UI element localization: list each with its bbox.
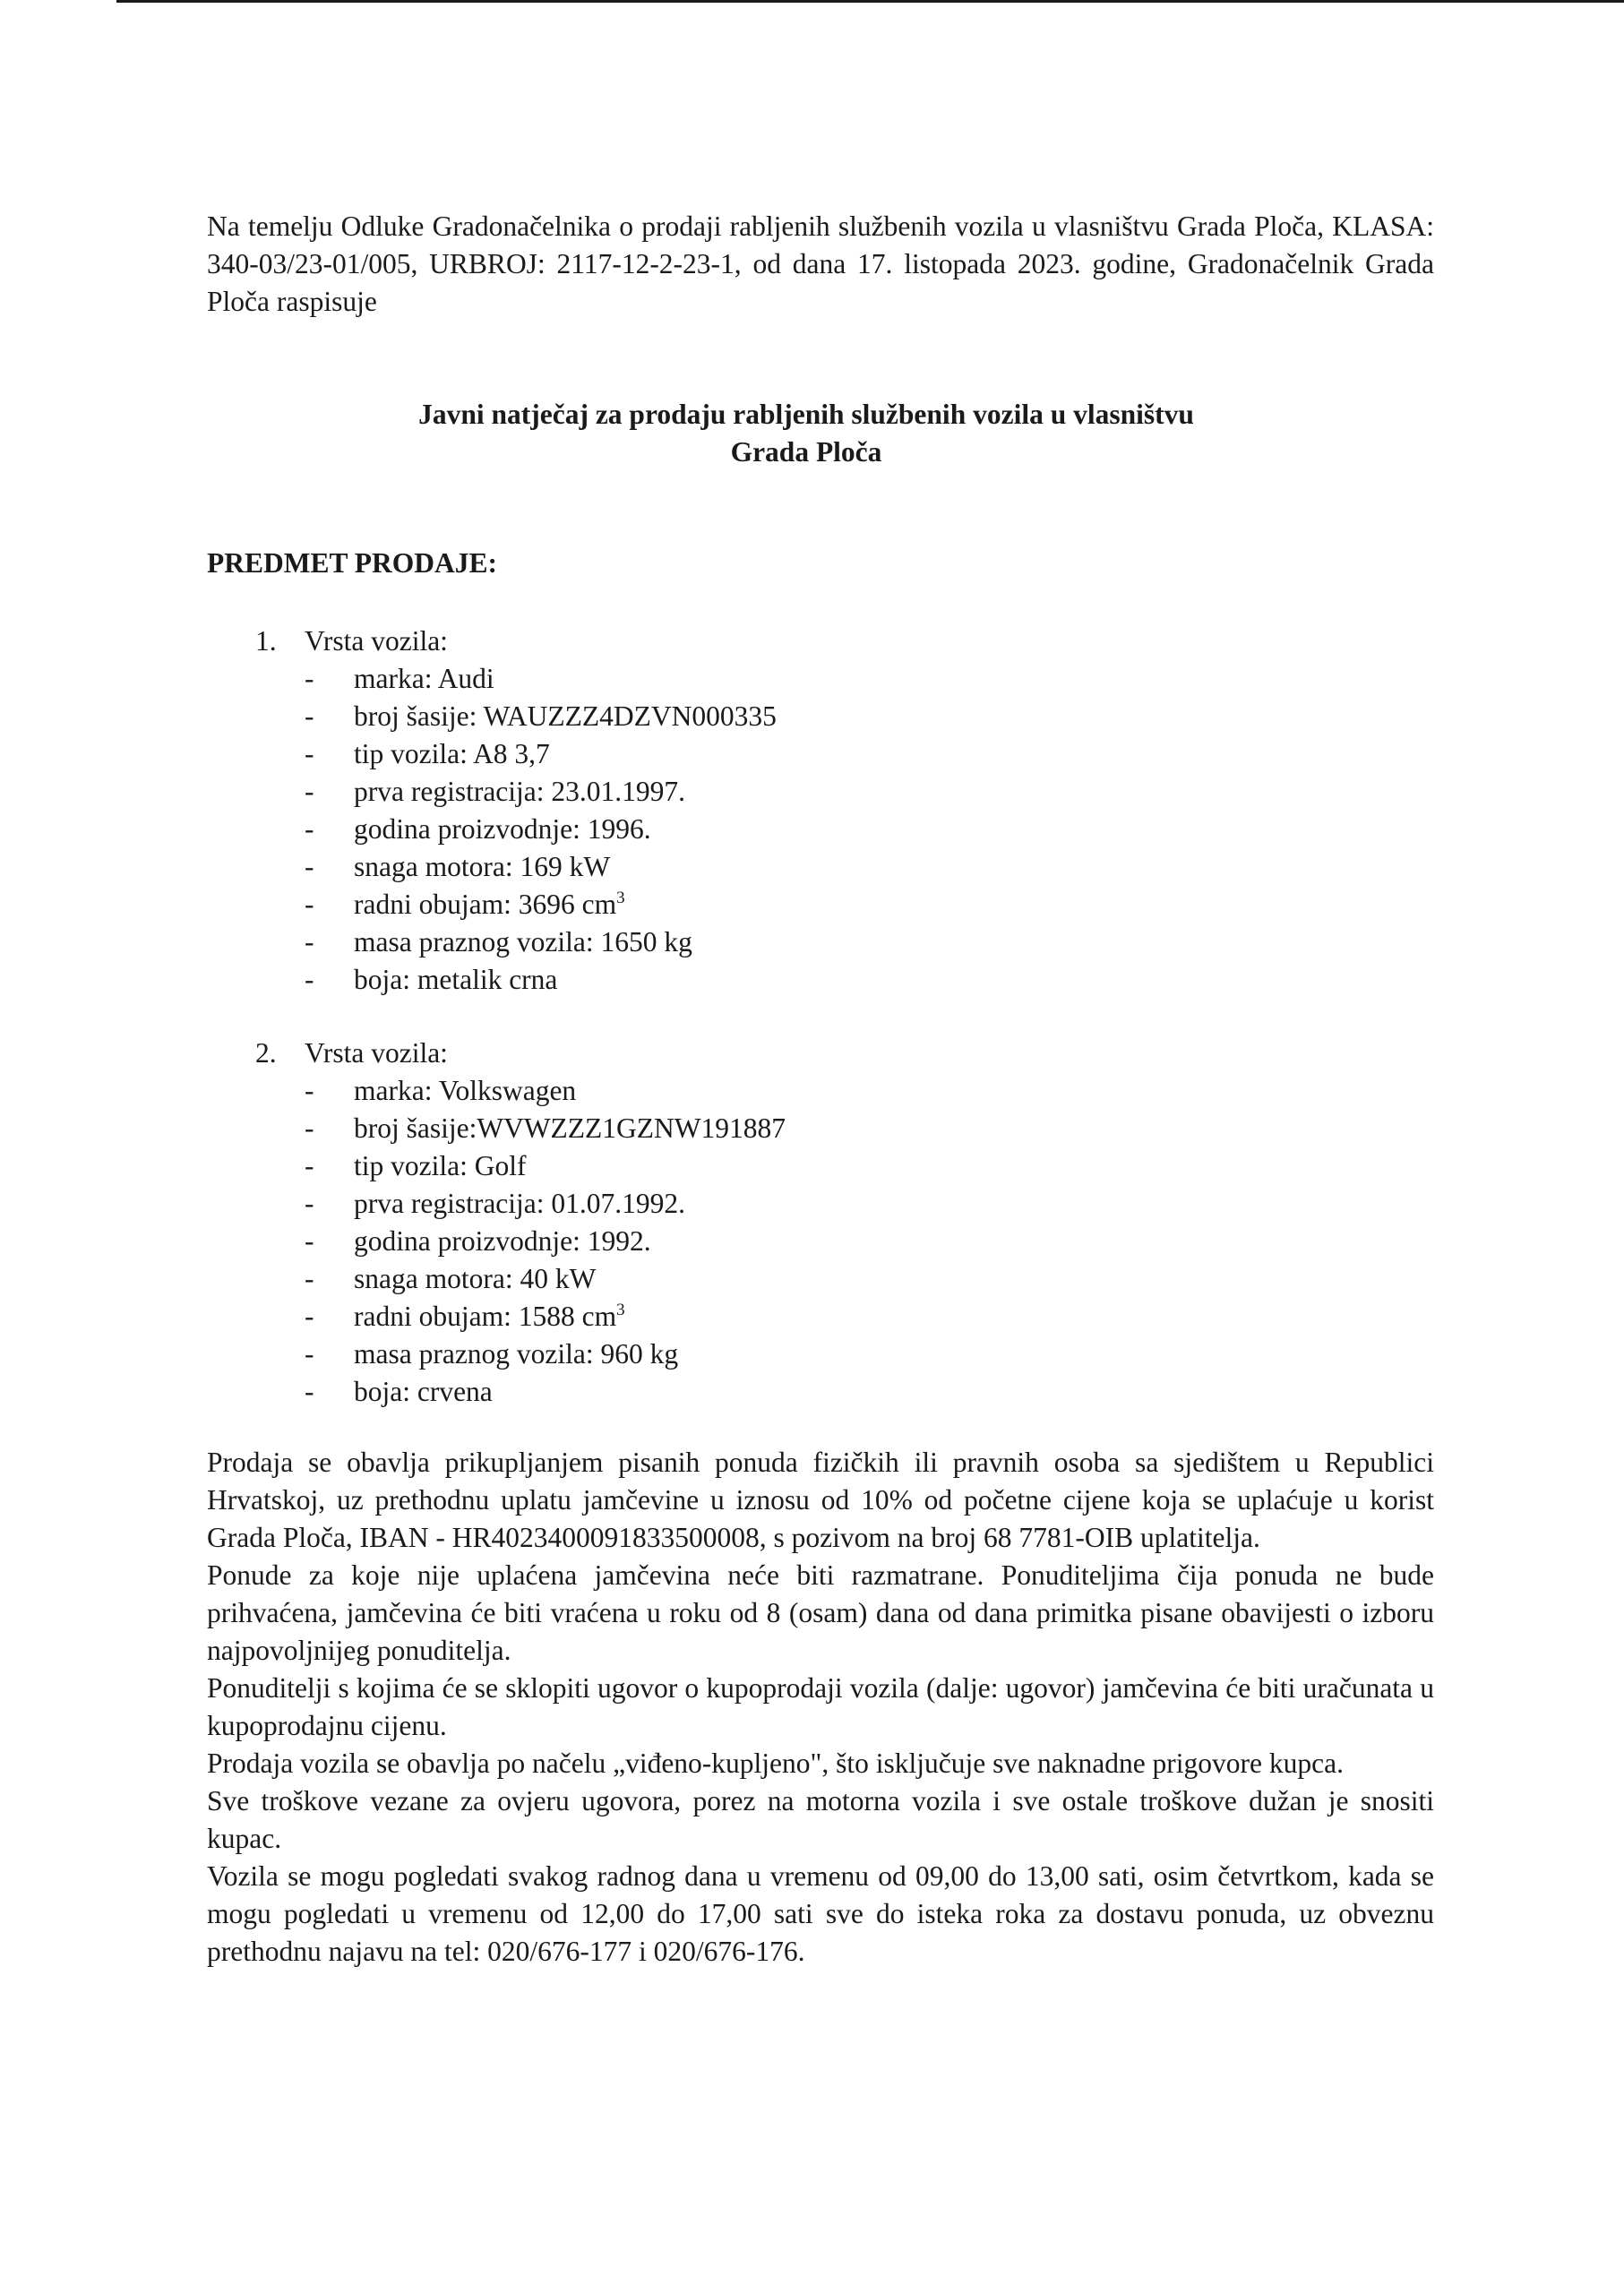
spec-item-obujam xyxy=(255,886,1151,923)
paragraph-deposit-credit: Ponuditelji s kojima će se sklopiti ugovor o kupoprodaji vozila (dalje: ugovor) jamčevina će biti uračunata u kupoprodajnu cijenu. xyxy=(207,1672,1434,1741)
section-heading: PREDMET PRODAJE: xyxy=(207,547,498,579)
spec-text: prva registracija: 23.01.1997. xyxy=(354,776,686,807)
document-title xyxy=(207,396,1434,471)
list-marker: - xyxy=(305,1075,314,1106)
spec-text xyxy=(354,1298,625,1335)
spec-text xyxy=(354,886,625,923)
spec-item-marka xyxy=(255,660,1151,698)
list-marker: - xyxy=(305,1150,314,1181)
spec-item-snaga xyxy=(255,1260,1151,1298)
spec-item-godina xyxy=(255,811,1151,848)
spec-item-registracija xyxy=(255,1185,1151,1223)
list-marker: - xyxy=(305,1188,314,1219)
spec-text: boja: metalik crna xyxy=(354,964,558,995)
spec-text: masa praznog vozila: 960 kg xyxy=(354,1338,679,1370)
spec-text: marka: Audi xyxy=(354,663,494,694)
spec-text: broj šasije: WAUZZZ4DZVN000335 xyxy=(354,700,777,732)
spec-item-marka xyxy=(255,1072,1151,1110)
list-marker: - xyxy=(305,1263,314,1294)
spec-text: broj šasije:WVWZZZ1GZNW191887 xyxy=(354,1112,786,1144)
list-marker: - xyxy=(305,1301,314,1332)
body-text xyxy=(207,1444,1434,1971)
list-marker: - xyxy=(305,851,314,882)
spec-value: radni obujam: 1588 cm xyxy=(354,1301,617,1332)
spec-text: godina proizvodnje: 1996. xyxy=(354,813,651,845)
paragraph-costs: Sve troškove vezane za ovjeru ugovora, porez na motorna vozila i sve ostale troškove dužan je snositi kupac. xyxy=(207,1785,1434,1854)
paragraph-sale-method: Prodaja se obavlja prikupljanjem pisanih ponuda fizičkih ili pravnih osoba sa sjedištem u Republici Hrvatskoj, uz prethodnu uplatu jamčevine u iznosu od 10% od početne cijene koja se uplaćuje u korist Grada Ploča, IBAN - HR4023400091833500008, s pozivom na broj 68 7781-OIB uplatitelja. xyxy=(207,1447,1434,1553)
list-marker: - xyxy=(305,738,314,769)
list-marker: - xyxy=(305,1376,314,1407)
vehicle-heading xyxy=(255,1035,1151,1072)
spec-item-masa xyxy=(255,923,1151,961)
spec-text: godina proizvodnje: 1992. xyxy=(354,1225,651,1257)
spec-text: masa praznog vozila: 1650 kg xyxy=(354,926,692,958)
spec-text: snaga motora: 169 kW xyxy=(354,851,611,882)
spec-item-snaga xyxy=(255,848,1151,886)
title-line-2: Grada Ploča xyxy=(730,436,882,468)
paragraph-deposit-rules: Ponude za koje nije uplaćena jamčevina neće biti razmatrane. Ponuditeljima čija ponuda ne bude prihvaćena, jamčevina će biti vraćena u roku od 8 (osam) dana od dana primitka pisane obavijesti o izboru najpovoljnijeg ponuditelja. xyxy=(207,1559,1434,1666)
vehicle-block-1 xyxy=(255,623,1151,999)
vehicle-heading xyxy=(255,623,1151,660)
vehicle-number: 2. xyxy=(255,1037,277,1069)
spec-text: boja: crvena xyxy=(354,1376,493,1407)
spec-item-sasija xyxy=(255,1110,1151,1147)
list-marker: - xyxy=(305,889,314,920)
spec-value: radni obujam: 3696 cm xyxy=(354,889,617,920)
list-marker: - xyxy=(305,1225,314,1257)
intro-paragraph: Na temelju Odluke Gradonačelnika o prodaji rabljenih službenih vozila u vlasništvu Grada Ploča, KLASA: 340-03/23-01/005, URBROJ: 2117-12-2-23-1, od dana 17. listopada 2023. godine, Gradonačelnik Grada Ploča raspisuje xyxy=(207,210,1434,317)
title-line-1: Javni natječaj za prodaju rabljenih službenih vozila u vlasništvu xyxy=(418,399,1194,430)
spec-text: prva registracija: 01.07.1992. xyxy=(354,1188,686,1219)
list-marker: - xyxy=(305,700,314,732)
spec-item-godina xyxy=(255,1223,1151,1260)
list-marker: - xyxy=(305,1338,314,1370)
list-marker: - xyxy=(305,663,314,694)
spec-item-boja xyxy=(255,1373,1151,1411)
spec-item-tip xyxy=(255,1147,1151,1185)
spec-list xyxy=(255,660,1151,999)
spec-text: marka: Volkswagen xyxy=(354,1075,577,1106)
list-marker: - xyxy=(305,964,314,995)
spec-item-tip xyxy=(255,735,1151,773)
spec-item-masa xyxy=(255,1335,1151,1373)
list-marker: - xyxy=(305,813,314,845)
unit-exponent: 3 xyxy=(616,889,625,907)
spec-text: snaga motora: 40 kW xyxy=(354,1263,597,1294)
list-marker: - xyxy=(305,776,314,807)
vehicle-block-2 xyxy=(255,1035,1151,1411)
paragraph-as-is: Prodaja vozila se obavlja po načelu „viđeno-kupljeno", što isključuje sve naknadne prigovore kupca. xyxy=(207,1748,1344,1779)
paragraph-viewing: Vozila se mogu pogledati svakog radnog dana u vremenu od 09,00 do 13,00 sati, osim četvrtkom, kada se mogu pogledati u vremenu od 12,00 do 17,00 sati sve do isteka roka za dostavu ponuda, uz obveznu prethodnu najavu na tel: 020/676-177 i 020/676-176. xyxy=(207,1860,1434,1967)
vehicle-heading-label: Vrsta vozila: xyxy=(305,1037,448,1069)
spec-text: tip vozila: A8 3,7 xyxy=(354,738,550,769)
spec-item-obujam xyxy=(255,1298,1151,1335)
spec-item-boja xyxy=(255,961,1151,999)
vehicle-number: 1. xyxy=(255,625,277,657)
spec-list xyxy=(255,1072,1151,1411)
unit-exponent: 3 xyxy=(616,1301,625,1319)
list-marker: - xyxy=(305,1112,314,1144)
spec-item-sasija xyxy=(255,698,1151,735)
spec-text: tip vozila: Golf xyxy=(354,1150,527,1181)
spec-item-registracija xyxy=(255,773,1151,811)
vehicle-heading-label: Vrsta vozila: xyxy=(305,625,448,657)
list-marker: - xyxy=(305,926,314,958)
